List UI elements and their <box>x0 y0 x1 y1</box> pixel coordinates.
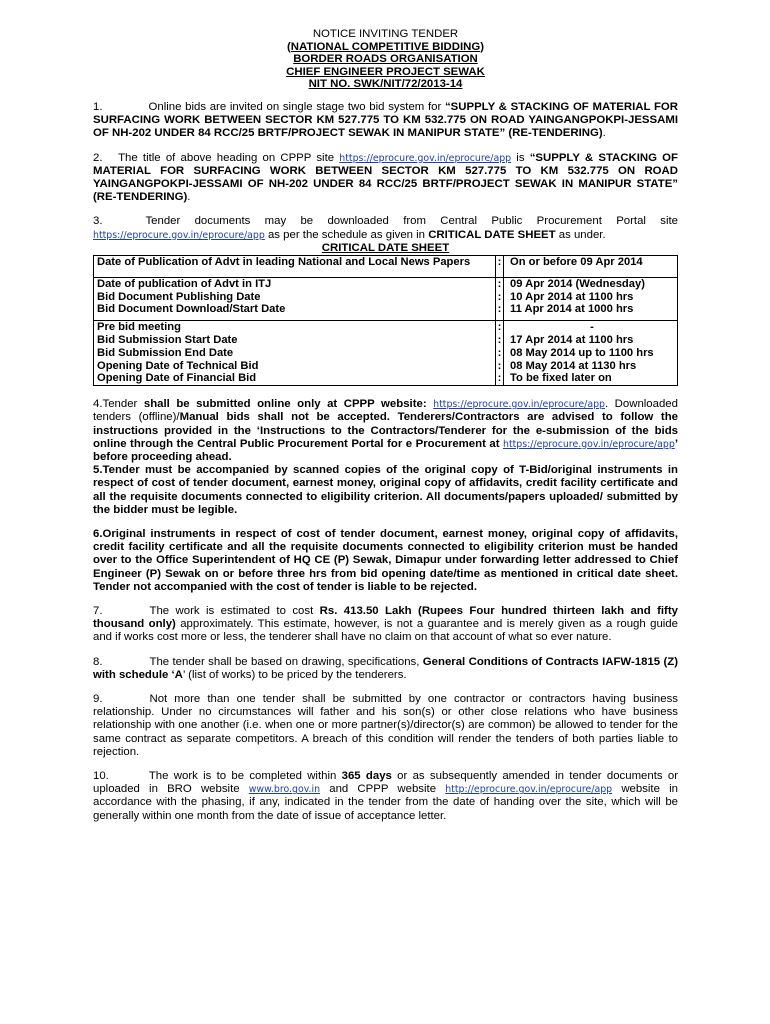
date-label: Opening Date of Technical Bid <box>97 359 259 372</box>
cppp-link[interactable]: https://eprocure.gov.in/eprocure/app <box>93 229 265 241</box>
date-value: 10 Apr 2014 at 1100 hrs <box>510 290 634 303</box>
para-text: ’ (list of works) to be priced by the tenderers. <box>182 668 407 681</box>
para-text: Tender <box>102 398 144 411</box>
estimated-cost: Rs. 413.50 Lakh (Rupees Four hundred thirteen lakh and fifty thousand only) <box>93 605 678 631</box>
para-number: 4. <box>93 398 103 411</box>
date-label: Date of Publication of Advt in leading National and Local News Papers <box>94 256 496 278</box>
para-text: approximately. This estimate, however, is not a guarantee and is merely given as a rough guide and if works cost more or less, the tenderer shall have no claim on that account of what so ever nature. <box>93 618 678 644</box>
date-value: 17 Apr 2014 at 1100 hrs <box>510 333 634 346</box>
paragraph-8 <box>93 656 678 682</box>
para-bold: Tender must be accompanied by scanned copies of the original copy of T-Bid/original instruments in respect of cost of tender document, earnest money, original copy of affidavits, credit facility certificate and all the requisite documents connected to eligibility criterion. All documents/papers uploaded/ submitted by the bidder must be legible. <box>93 464 678 516</box>
para-bold: ’ before proceeding ahead. <box>93 437 678 463</box>
para-number: 8. <box>93 655 103 668</box>
para-text: website in accordance with the phasing, if any, indicated in the tender from the date of handing over the site, which will be generally within one month from the date of issue of acceptance letter. <box>93 783 678 822</box>
cppp-link[interactable]: https://eprocure.gov.in/eprocure/app <box>503 438 675 450</box>
para-text: . Downloaded tenders (offline)/ <box>93 398 678 424</box>
date-value: 11 Apr 2014 at 1000 hrs <box>510 303 634 316</box>
para-number: 7. <box>93 605 103 618</box>
para-number: 5. <box>93 464 103 477</box>
para-number: 2. <box>93 151 103 164</box>
table-row <box>94 321 678 386</box>
cppp-link[interactable]: https://eprocure.gov.in/eprocure/app <box>339 152 512 164</box>
colon: : <box>497 346 502 359</box>
header-nit-number: NIT NO. SWK/NIT/72/2013-14 <box>308 78 463 91</box>
para-end: as under. <box>555 228 606 241</box>
schedule-letter: A <box>174 668 183 681</box>
date-label: Bid Document Publishing Date <box>97 290 261 303</box>
para-bold: shall be submitted online only at CPPP website: <box>143 398 434 411</box>
notice-document <box>93 0 678 823</box>
date-value: - <box>590 321 594 334</box>
date-label: Bid Submission Start Date <box>97 333 238 346</box>
date-value: 09 Apr 2014 (Wednesday) <box>510 277 645 290</box>
date-label: Pre bid meeting <box>97 321 181 334</box>
date-label: Bid Submission End Date <box>97 346 234 359</box>
para-bold: Manual bids shall not be accepted. Tenderers/Contractors are advised to follow the instructions provided in the ‘Instructions to the Contractors/Tenderer for the e-submission of the bids online through the Central Public Procurement Portal for e Procurement at <box>93 411 678 450</box>
para-end: . <box>187 191 191 204</box>
colon: : <box>497 321 502 334</box>
date-value: 08 May 2014 at 1130 hrs <box>510 359 637 372</box>
para-number: 9. <box>93 693 103 706</box>
contract-conditions: General Conditions of Contracts IAFW-1815 (Z) with schedule ‘ <box>93 655 679 681</box>
colon: : <box>497 290 502 303</box>
date-label: Bid Document Download/Start Date <box>97 303 286 316</box>
para-text-mid: is <box>511 151 530 164</box>
critical-date-sheet-title: CRITICAL DATE SHEET <box>321 241 450 254</box>
paragraph-3 <box>93 215 678 241</box>
date-value: 08 May 2014 up to 1100 hrs <box>510 346 654 359</box>
para-number: 6. <box>93 528 103 540</box>
work-title: “SUPPLY & STACKING OF MATERIAL FOR SURFACING WORK BETWEEN SECTOR KM 527.775 TO KM 532.775 ON ROAD YAINGANGPOKPI-JESSAMI OF NH-202 UNDER 84 RCC/25 BRTF/PROJECT SEWAK IN MANIPUR STATE” (RE-TENDERING) <box>93 151 678 204</box>
paragraph-5 <box>93 464 678 517</box>
date-label: Opening Date of Financial Bid <box>97 372 257 385</box>
para-text: Tender documents may be downloaded from Central Public Procurement Portal site <box>145 215 678 228</box>
para-text: Not more than one tender shall be submitted by one contractor or contractors having business relationship. Under no circumstances will father and his son(s) or other close relations who have business relationship with one another (i.e. when one or more partner(s)/director(s) are common) be allowed to tender for the same contract as separate competitors. A breach of this condition will render the tenders of both parties liable to rejection. <box>93 693 678 758</box>
para-number: 10. <box>93 770 109 783</box>
paragraph-6 <box>93 528 678 594</box>
para-number: 3. <box>93 215 103 228</box>
para-bold: Original instruments in respect of cost of tender document, earnest money, original copy of affidavits, credit facility certificate and all the requisite documents connected to eligibility criterion must be handed over to the Office Superintendent of HQ CE (P) Sewak, Dimapur under forwarding letter addressed to Chief Engineer (P) Sewak on or before three hrs from bid opening date/time as mentioned in critical date sheet. Tender not accompanied with the cost of tender is liable to be rejected. <box>93 528 678 593</box>
paragraph-10 <box>93 770 678 823</box>
paragraph-2 <box>93 152 678 205</box>
date-value: To be fixed later on <box>510 372 612 385</box>
para-text: The tender shall be based on drawing, specifications, <box>149 655 423 668</box>
cppp-link[interactable]: https://eprocure.gov.in/eprocure/app <box>433 399 605 411</box>
date-label: Date of publication of Advt in ITJ <box>97 277 272 290</box>
colon: : <box>497 372 502 385</box>
cppp-link[interactable]: http://eprocure.gov.in/eprocure/app <box>445 784 613 796</box>
colon: : <box>497 359 502 372</box>
header-project: CHIEF ENGINEER PROJECT SEWAK <box>286 65 485 78</box>
para-text: as per the schedule as given in <box>264 228 429 241</box>
paragraph-7 <box>93 605 678 645</box>
work-title: “SUPPLY & STACKING OF MATERIAL FOR SURFACING WORK BETWEEN SECTOR KM 527.775 TO KM 532.775 ON ROAD YAINGANGPOKPI-JESSAMI OF NH-202 UNDER 84 RCC/25 BRTF/PROJECT SEWAK IN MANIPUR STATE” (RE-TENDERING) <box>93 100 678 140</box>
paragraph-1 <box>93 101 678 141</box>
para-text: Online bids are invited on single stage two bid system for <box>148 100 445 113</box>
paragraph-4 <box>93 398 678 464</box>
paragraph-9 <box>93 693 678 759</box>
para-text: or as subsequently amended in tender documents or uploaded in BRO website <box>93 770 678 796</box>
table-row <box>94 256 678 278</box>
colon: : <box>496 256 504 278</box>
bro-link[interactable]: www.bro.gov.in <box>248 784 321 796</box>
para-end: . <box>602 127 606 140</box>
colon: : <box>497 303 502 316</box>
completion-period: 365 days <box>341 770 392 783</box>
para-number: 1. <box>93 100 103 113</box>
colon: : <box>497 277 502 290</box>
critical-date-sheet-ref: CRITICAL DATE SHEET <box>428 228 556 241</box>
date-value: On or before 09 Apr 2014 <box>504 256 678 278</box>
para-text: The work is estimated to cost <box>149 605 320 618</box>
critical-date-table <box>93 255 678 386</box>
para-text: The title of above heading on CPPP site <box>118 151 340 164</box>
para-text: and CPPP website <box>320 783 446 796</box>
colon: : <box>497 333 502 346</box>
header-bidding-type: (NATIONAL COMPETITIVE BIDDING) <box>286 40 484 53</box>
header-title: NOTICE INVITING TENDER <box>312 28 459 40</box>
header-organisation: BORDER ROADS ORGANISATION <box>293 53 478 66</box>
notice-header <box>93 28 678 91</box>
para-text: The work is to be completed within <box>148 770 342 783</box>
table-row <box>94 277 678 320</box>
